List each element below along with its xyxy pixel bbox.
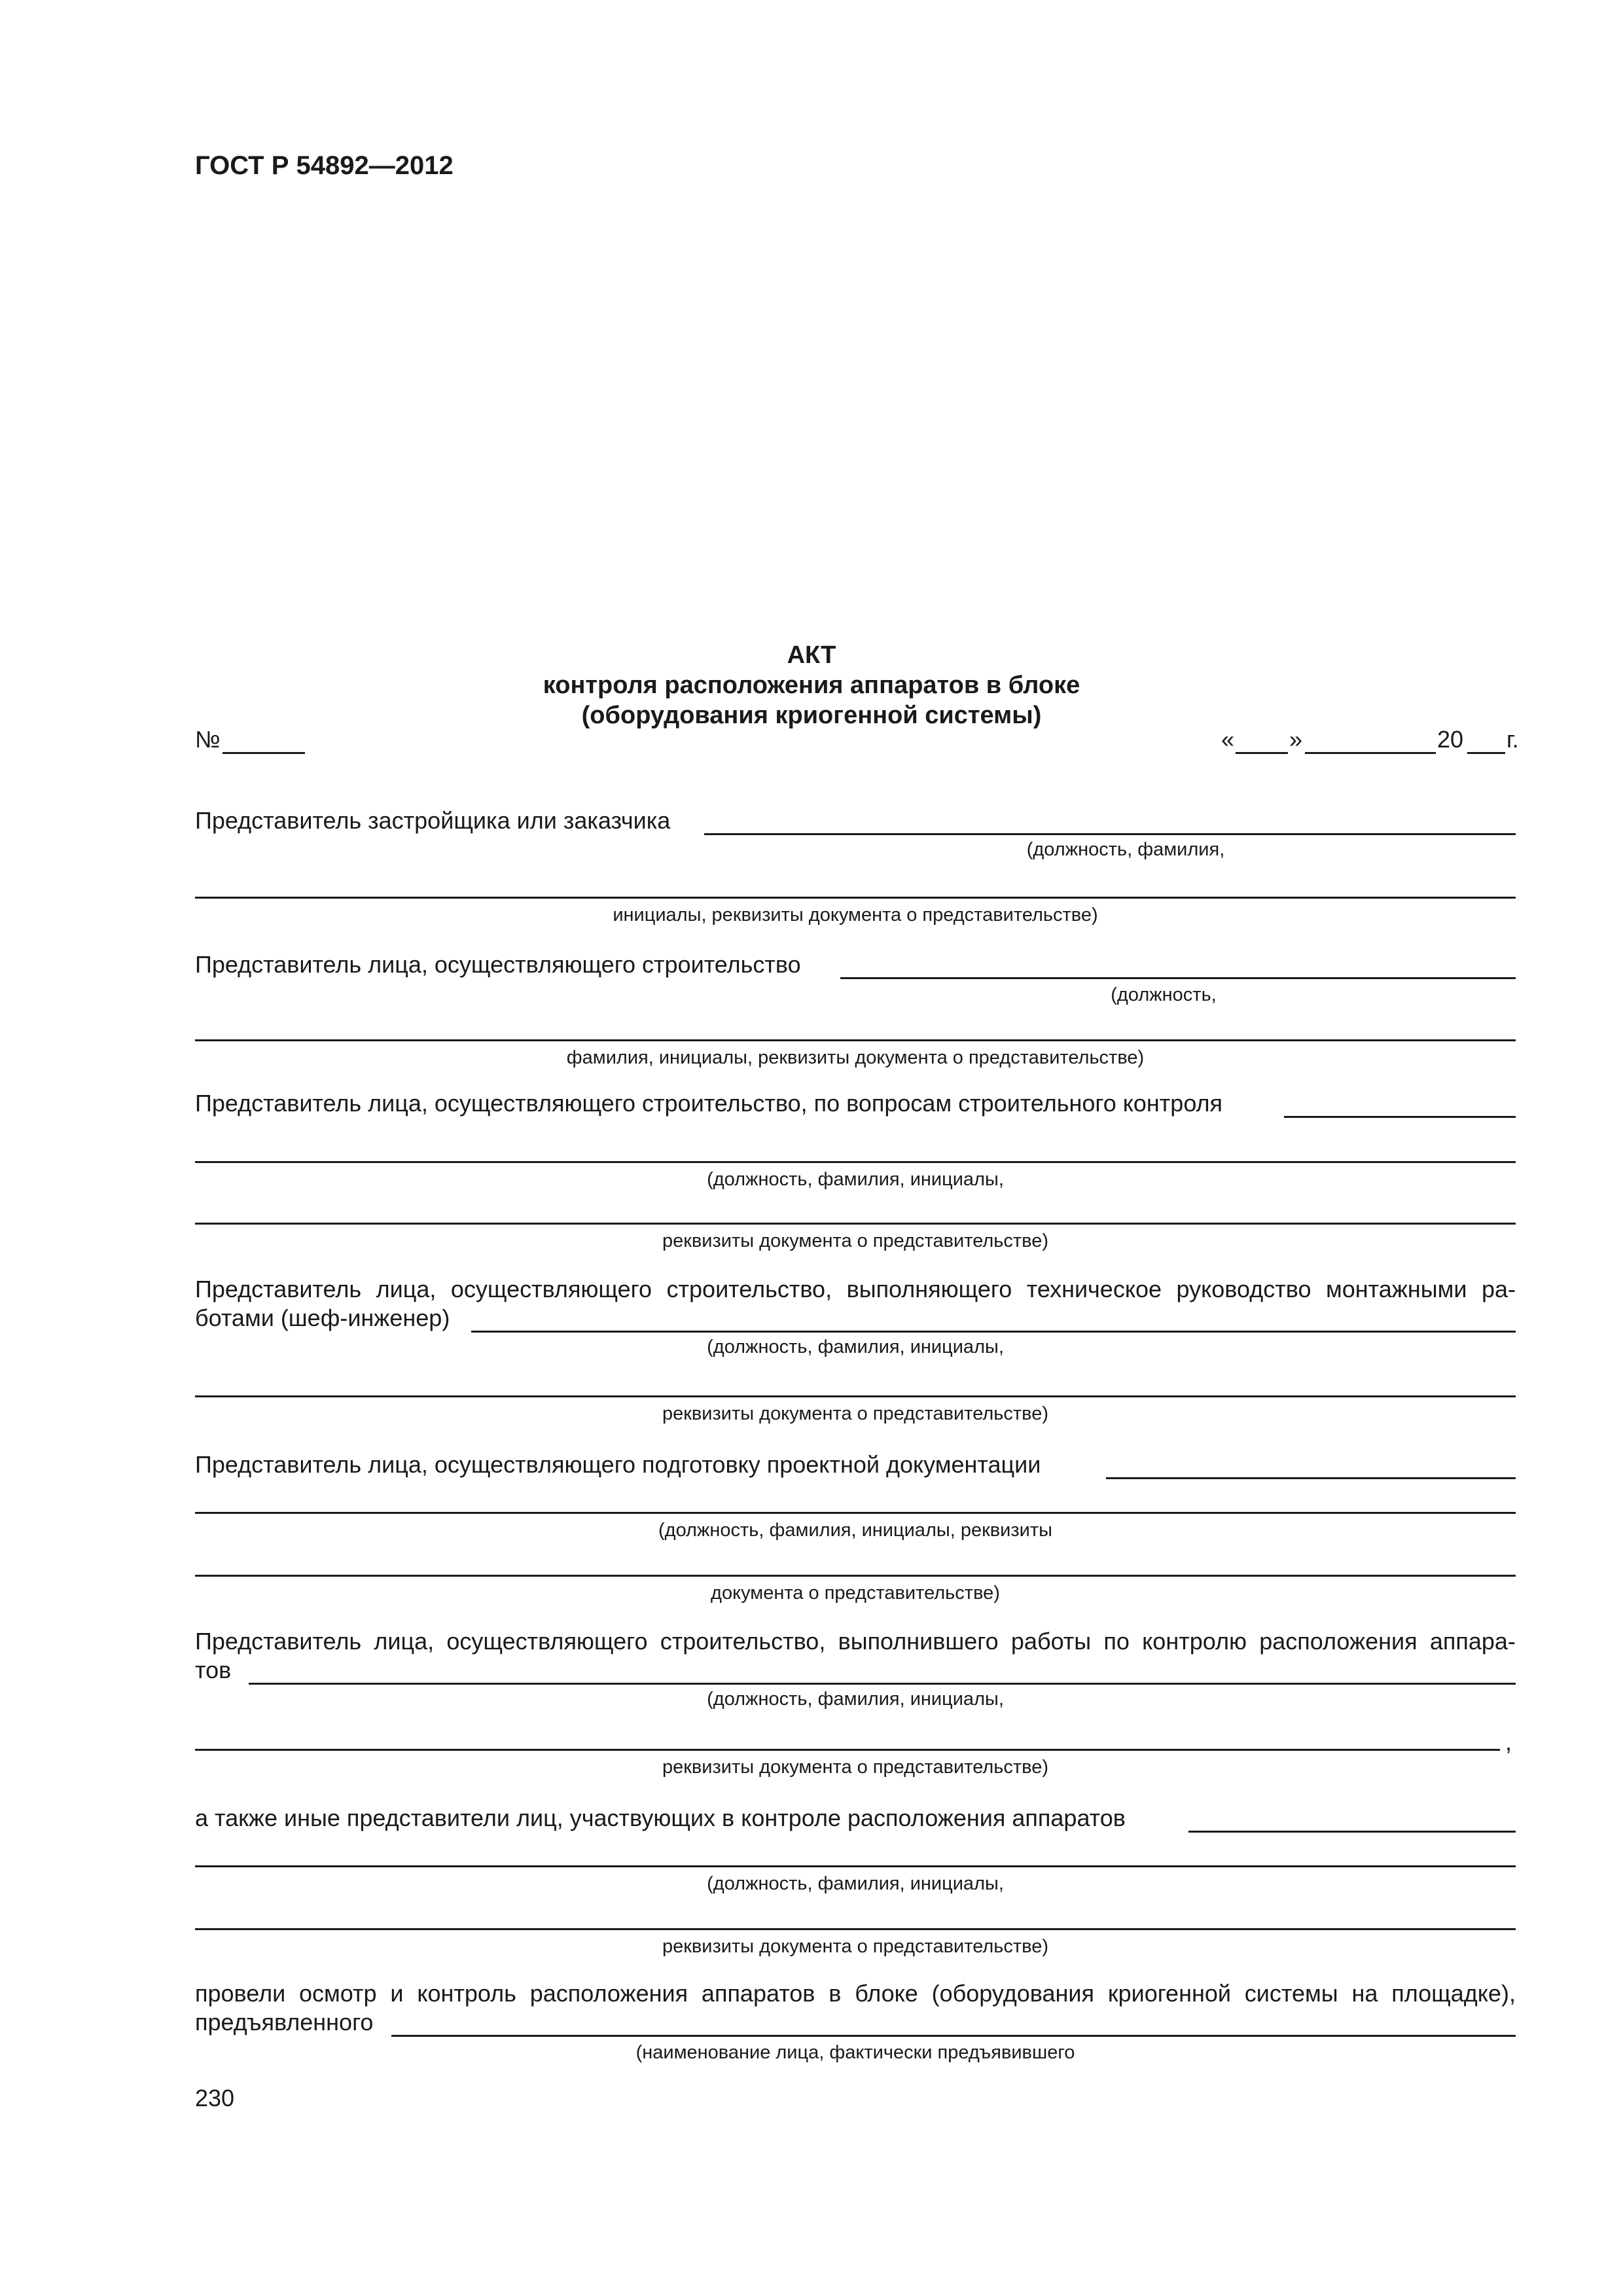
design-label: Представитель лица, осуществляющего подготовку проектной документации [195, 1451, 1041, 1478]
page-number: 230 [195, 2085, 235, 2111]
control-label: Представитель лица, осуществляющего строительство, по вопросам строительного контроля [195, 1090, 1223, 1117]
others-caption-1: (должность, фамилия, инициалы, [707, 1873, 1004, 1894]
design-caption-1: (должность, фамилия, инициалы, реквизиты [658, 1520, 1052, 1541]
word: системы [1244, 1980, 1338, 2007]
word: осуществляющего [450, 1276, 652, 1302]
word: строительство, [666, 1276, 832, 1302]
document-title: АКТ [787, 641, 836, 669]
developer-caption-1: (должность, фамилия, [1026, 839, 1225, 860]
executor-caption-2: реквизиты документа о представительстве) [662, 1757, 1049, 1778]
word: выполняющего [846, 1276, 1012, 1302]
word: строительство, [660, 1628, 826, 1655]
word: криогенной [1107, 1980, 1231, 2007]
word: осуществляющего [446, 1628, 648, 1655]
chief-label-line2: ботами (шеф-инженер) [195, 1304, 450, 1331]
date-open-quote: « [1221, 726, 1235, 753]
control-caption-2: реквизиты документа о представительстве) [662, 1230, 1049, 1251]
word: руководство [1176, 1276, 1311, 1302]
control-field[interactable] [1284, 1089, 1516, 1118]
others-field-3[interactable] [195, 1928, 1516, 1930]
word: выполнившего [838, 1628, 999, 1655]
chief-caption-2: реквизиты документа о представительстве) [662, 1403, 1049, 1424]
chief-label-line1 [195, 1275, 1516, 1304]
word: расположения [529, 1980, 688, 2007]
word: контролю [1142, 1628, 1247, 1655]
others-field-2[interactable] [195, 1865, 1516, 1867]
word: работы [1010, 1628, 1092, 1655]
word: площадке), [1391, 1980, 1516, 2007]
conclusion-caption: (наименование лица, фактически предъявившего [635, 2042, 1075, 2063]
word: на [1351, 1980, 1378, 2007]
word: блоке [855, 1980, 918, 2007]
standard-header: ГОСТ Р 54892—2012 [195, 151, 454, 180]
document-subtitle-2: (оборудования криогенной системы) [581, 702, 1042, 729]
word: Представитель [195, 1276, 362, 1302]
developer-label: Представитель застройщика или заказчика [195, 807, 671, 834]
date-year-prefix: 20 [1437, 726, 1464, 753]
others-label: а также иные представители лиц, участвующих в контроле расположения аппаратов [195, 1804, 1126, 1831]
conclusion-line1 [195, 1979, 1516, 2008]
word: по [1103, 1628, 1130, 1655]
chief-field[interactable] [471, 1304, 1516, 1333]
word: техническое [1026, 1276, 1162, 1302]
chief-field-2[interactable] [195, 1395, 1516, 1397]
word: провели [195, 1980, 286, 2007]
design-caption-2: документа о представительстве) [711, 1583, 1000, 1604]
executor-comma: , [1505, 1729, 1512, 1755]
date-close-quote: » [1289, 726, 1303, 753]
design-field-2[interactable] [195, 1512, 1516, 1514]
control-caption-1: (должность, фамилия, инициалы, [707, 1169, 1004, 1190]
design-field[interactable] [1106, 1450, 1516, 1479]
word: расположения [1259, 1628, 1418, 1655]
date-day-field[interactable] [1236, 725, 1288, 754]
executor-field[interactable] [249, 1656, 1516, 1685]
date-year-suffix: г. [1507, 726, 1519, 753]
word: (оборудования [931, 1980, 1094, 2007]
developer-field[interactable] [704, 806, 1516, 835]
design-field-3[interactable] [195, 1575, 1516, 1577]
developer-field-2[interactable] [195, 897, 1516, 899]
word: ра- [1481, 1276, 1516, 1302]
word: осмотр [299, 1980, 377, 2007]
date-month-field[interactable] [1305, 725, 1436, 754]
date-year-field[interactable] [1467, 725, 1505, 754]
developer-caption-2: инициалы, реквизиты документа о представительстве) [613, 905, 1098, 925]
act-number-label: № [195, 726, 221, 753]
word: контроль [417, 1980, 516, 2007]
executor-field-2[interactable] [195, 1749, 1500, 1751]
word: в [829, 1980, 842, 2007]
word: и [390, 1980, 404, 2007]
builder-caption-1: (должность, [1111, 984, 1217, 1005]
word: аппара- [1429, 1628, 1516, 1655]
executor-caption-1: (должность, фамилия, инициалы, [707, 1689, 1004, 1710]
word: лица, [374, 1628, 435, 1655]
conclusion-line2: предъявленного [195, 2009, 374, 2036]
others-caption-2: реквизиты документа о представительстве) [662, 1936, 1049, 1957]
executor-label-line2: тов [195, 1657, 232, 1683]
control-field-3[interactable] [195, 1223, 1516, 1225]
word: Представитель [195, 1628, 362, 1655]
others-field[interactable] [1188, 1804, 1516, 1833]
chief-caption-1: (должность, фамилия, инициалы, [707, 1336, 1004, 1357]
word: аппаратов [701, 1980, 815, 2007]
builder-caption-2: фамилия, инициалы, реквизиты документа о представительстве) [566, 1047, 1145, 1068]
builder-field[interactable] [840, 950, 1516, 979]
act-number-field[interactable] [223, 725, 305, 754]
builder-field-2[interactable] [195, 1039, 1516, 1041]
word: монтажными [1325, 1276, 1467, 1302]
document-subtitle: контроля расположения аппаратов в блоке [543, 672, 1080, 699]
executor-label-line1 [195, 1627, 1516, 1656]
control-field-2[interactable] [195, 1161, 1516, 1163]
word: лица, [376, 1276, 437, 1302]
conclusion-field[interactable] [391, 2008, 1516, 2037]
builder-label: Представитель лица, осуществляющего строительство [195, 951, 801, 978]
